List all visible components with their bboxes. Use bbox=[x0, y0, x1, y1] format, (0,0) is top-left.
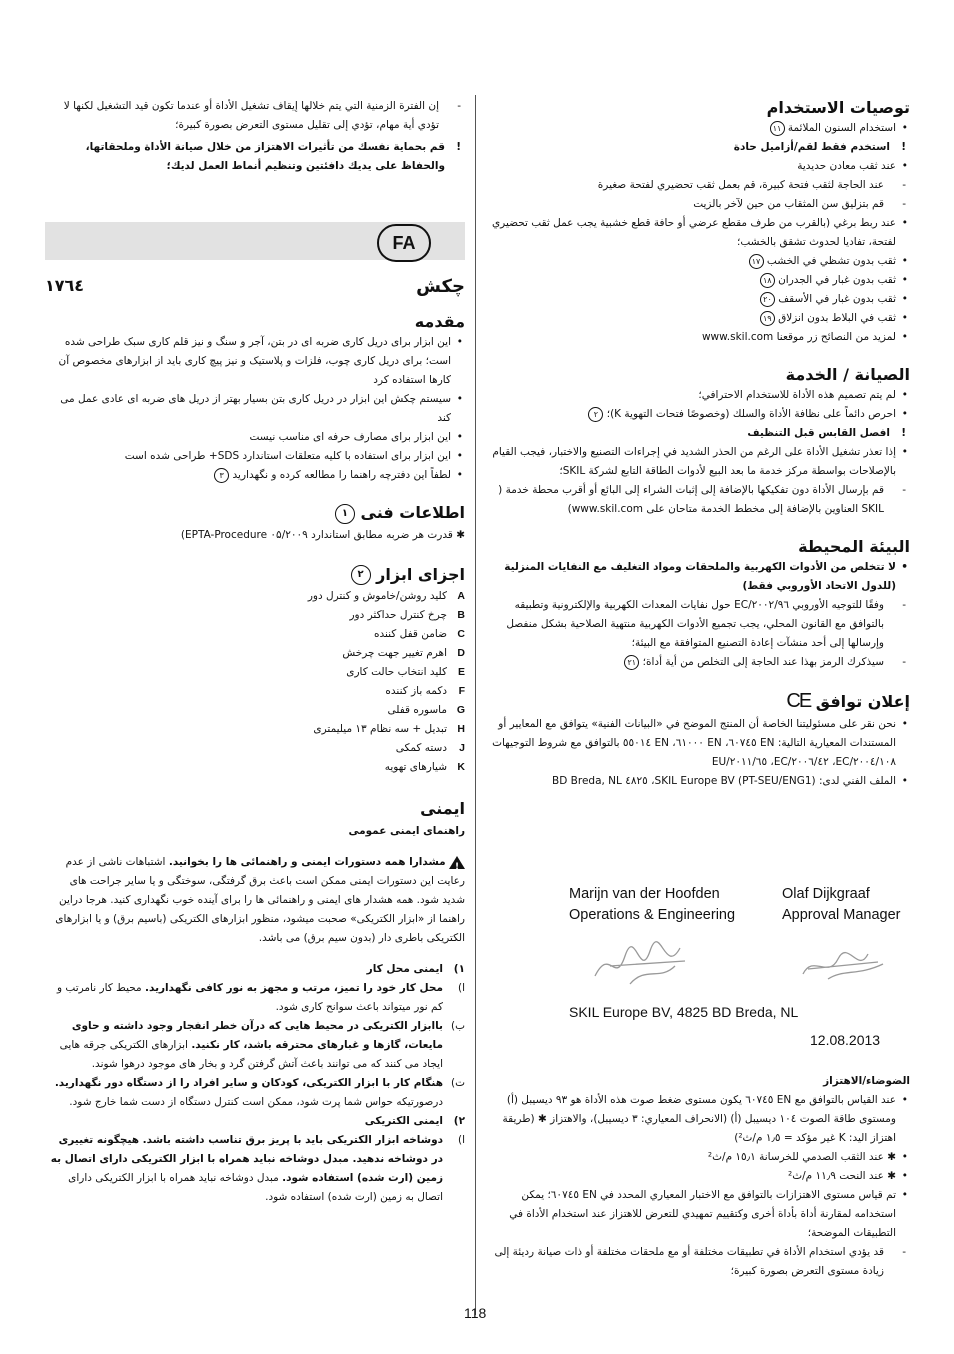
parts-list bbox=[45, 587, 465, 777]
part-item: H تبدیل + سه نظام ۱۳ میلیمتری bbox=[313, 723, 465, 735]
tech-heading: اطلاعات فنی ١ bbox=[45, 503, 465, 524]
usage-heading: توصيات الاستخدام bbox=[766, 98, 910, 117]
declaration-list bbox=[488, 715, 910, 791]
usage-list-3 bbox=[488, 214, 910, 347]
signatory-1: Marijn van der Hoofden Operations & Engineering bbox=[569, 886, 736, 923]
part-item: C ضامن قفل کننده bbox=[373, 628, 465, 640]
noise-heading: الضوضاء/الاهتزاز bbox=[823, 1075, 910, 1087]
product-title: چکش bbox=[416, 276, 465, 297]
part-item: D اهرم تغییر جهت چرخش bbox=[342, 647, 465, 659]
list-item: ا) محل کار خود را تمیز، مرتب و مجهز به نور کافی نگهدارید. محیط کار نامرتب و کم نور میتواند باعث سوانح کاری شود. bbox=[57, 982, 465, 1013]
list-item: • ثقب بدون غبار في الأسقف ٢٠ bbox=[488, 290, 910, 309]
left-column-top bbox=[45, 97, 465, 176]
usage-note: ! استخدم فقط لقم/أزاميل حادة bbox=[733, 141, 906, 153]
list-item: • الملف الفني لدى: SKIL Europe BV (PT-SEU/ENG1)، ٤٨٢٥ BD Breda, NL bbox=[488, 772, 910, 791]
usage-list-2 bbox=[488, 157, 910, 176]
list-item: • لمزيد من النصائح زر موقعنا www.skil.com bbox=[488, 328, 910, 347]
maintenance-heading: الصيانة / الخدمة bbox=[785, 365, 910, 384]
list-item: • احرص دائماً على نظافة الأداة والسلك (وخصوصًا فتحات التهوية K)؛ ٢ bbox=[488, 405, 910, 424]
work-area-heading: ۱) ایمنی محل کار bbox=[366, 963, 465, 975]
signature-1-image bbox=[590, 936, 690, 992]
list-item: • این ابزار برای دریل کاری ضربه ای در بتن، آجر و سنگ و نیز قلم کاری سبک طراحی شده است؛ برای دریل کاری چوب، فلزات و پلاستیک و نیز پیچ کاری باید از ابزارهای مخصوص آن کارها استفاده کرد bbox=[45, 333, 465, 390]
list-item: ت) هنگام کار با ابزار الکتریکی، کودکان و سایر افراد را از دستگاه دور نگهدارید. درصورتیکه حواس شما پرت شود، ممکن است کنترل دستگاه از دست شما خارج شود. bbox=[54, 1077, 465, 1108]
list-item: • ثقب بدون تشظي في الخشب ١٧ bbox=[488, 252, 910, 271]
list-item: • تم قياس مستوى الاهتزازات بالتوافق مع الاختبار المعياري المحدد في EN ٦٠٧٤٥؛ يمكن استخدامه لمقارنة أداة بأداة أخرى وكتقييم تمهيدي للتعرض للاهتزاز عند استخدام الأداة في التطبيقات الموضحة؛ bbox=[488, 1186, 910, 1243]
left-column bbox=[45, 312, 465, 1207]
column-divider bbox=[475, 95, 476, 1315]
part-item: F دکمه باز کننده bbox=[385, 685, 465, 697]
part-item: E کلید انتخاب حالت کاری bbox=[346, 666, 465, 678]
list-item: • لا تتخلص من الأدوات الكهربية والملحقات ومواد التغليف مع النفايات المنزلية (للدول الاتحاد الأوروبي فقط) bbox=[488, 558, 910, 596]
part-item: G ماسوره قفلی bbox=[387, 704, 465, 716]
figure-ref: ٣ bbox=[214, 468, 229, 483]
list-item: • ✱ عند النحت ١١٫٩ م/ث² bbox=[488, 1167, 910, 1186]
noise-dash-list bbox=[488, 1243, 910, 1281]
list-item: • لطفاً این دفترچه راهنما را مطالعه کرده و نگهدارید ٣ bbox=[45, 466, 465, 485]
figure-ref: ١٩ bbox=[760, 311, 775, 326]
language-badge: FA bbox=[377, 224, 431, 262]
list-item: • ثقب في البلاط بدون انزلاق ١٩ bbox=[488, 309, 910, 328]
part-item: B چرخ کنترل حداکثر دور bbox=[349, 609, 465, 621]
list-item: • ✱ عند الثقب الصدمي للخرسانة ١٥٫١ م/ث² bbox=[488, 1148, 910, 1167]
list-item: • عند ربط برغي (بالقرب من طرف مقطع عرضي أو حافة قطع خشبية يجب عمل ثقب تحضيري لفتحة، تفاديا لحدوث تشقق بالخشب؛ bbox=[488, 214, 910, 252]
declaration-date: 12.08.2013 bbox=[810, 1032, 881, 1048]
environment-heading: البيئة المحيطة bbox=[798, 537, 910, 556]
list-item: - قم بتزليق سن المثقاب من حين لآخر بالزيت bbox=[488, 195, 910, 214]
figure-ref: ٢ bbox=[351, 565, 371, 585]
usage-dash-list bbox=[488, 176, 910, 214]
ce-mark-icon: CE bbox=[786, 690, 811, 712]
part-item: J دسته کمکی bbox=[395, 742, 465, 754]
list-item: - وفقًا للتوجيه الأوروبي ٢٠٠٢/٩٦/EC حول نفايات المعدات الكهربية والإلكترونية وتطبيقه بالتوافق مع القانون المحلي، يجب تجميع الأدوات الكهربية منتهية الصلاحية بشكل منفصل وإرسالها إلى أحد منشآت إعادة التصنيع المتوافقة مع البيئة؛ bbox=[488, 596, 910, 653]
electrical-list bbox=[45, 1131, 465, 1207]
list-item: • لم يتم تصميم هذه الأداة للاستخدام الاحترافي؛ bbox=[488, 386, 910, 405]
product-title-row bbox=[45, 276, 465, 300]
noise-section bbox=[488, 1072, 910, 1281]
list-item: • ثقب بدون غبار في الجدران ١٨ bbox=[488, 271, 910, 290]
signature-2-image bbox=[798, 944, 888, 984]
parts-heading: اجزای ابزار ٢ bbox=[45, 565, 465, 586]
noise-list bbox=[488, 1091, 910, 1243]
environment-list bbox=[488, 558, 910, 596]
list-item: - سيذكرك الرمز بهذا عند الحاجة إلى التخلص من أية أداة؛ ٢١ bbox=[488, 653, 910, 672]
page-number: 118 bbox=[464, 1305, 487, 1321]
list-item: • این ابزار برای مصارف حرفه ای مناسب نیست bbox=[45, 428, 465, 447]
intro-heading: مقدمه bbox=[414, 312, 465, 331]
figure-ref: ٢٠ bbox=[760, 292, 775, 307]
list-item: • عند ثقب معادن حديدية bbox=[488, 157, 910, 176]
figure-ref: ١١ bbox=[770, 121, 785, 136]
figure-ref: ١٧ bbox=[749, 254, 764, 269]
top-dash-list bbox=[45, 97, 465, 135]
general-safety-heading: راهنمای ایمنی عمومی bbox=[348, 825, 465, 837]
list-item: • این ابزار برای استفاده با کلیه متعلقات استاندارد SDS+ طراحی شده است bbox=[45, 447, 465, 466]
list-item: - قد يؤدي استخدام الأداة في تطبيقات مختلفة أو مع ملحقات مختلفة أو ذات صيانة رديئة إلى زيادة مستوى التعرض بصورة كبيرة؛ bbox=[488, 1243, 910, 1281]
list-item: ا) دوشاخه ابزار الکتریکی باید با پریز برق تناسب داشته باشد. هیچگونه تغییری در دوشاخه ندهید. مبدل دوشاخه نباید همراه با ابزار الکتریکی دارای اتصال به زمین (ارت شده) استفاده شود. مبدل دوشاخه نباید همراه با ابزار الکتریکی دارای اتصال به زمین (ارت شده) استفاده شود. bbox=[50, 1134, 465, 1203]
warning-triangle-icon: ! bbox=[449, 856, 465, 869]
maintenance-list-2 bbox=[488, 443, 910, 481]
declaration-heading: إعلان توافق CE bbox=[786, 690, 910, 712]
part-item: K شیارهای تهویه bbox=[384, 761, 465, 773]
usage-list bbox=[488, 119, 910, 138]
maintenance-list bbox=[488, 386, 910, 424]
list-item: • إذا تعذر تشغيل الأداة على الرغم من الحذر الشديد في إجراءات التصنيع والاختبار، فيجب القيام بالإصلاحات بواسطة مركز خدمة ما بعد البيع لأدوات الطاقة التابع لشركة SKIL؛ bbox=[488, 443, 910, 481]
company-address: SKIL Europe BV, 4825 BD Breda, NL bbox=[569, 1004, 799, 1020]
figure-ref: ٢ bbox=[588, 407, 603, 422]
vibration-note: ! قم بحماية نفسك من تأثيرات الاهتزاز من خلال صيانة الأداة وملحقاتها، والحفاظ على يديك دافئتين وتنظيم أنماط العمل لديك؛ bbox=[85, 141, 461, 172]
model-number: ۱۷٦٤ bbox=[45, 276, 85, 295]
environment-dash-list bbox=[488, 596, 910, 672]
safety-heading: ایمنی bbox=[420, 799, 465, 818]
work-area-list bbox=[45, 979, 465, 1112]
list-item: - إن الفترة الزمنية التي يتم خلالها إيقاف تشغيل الأداة أو عندما تكون قيد التشغيل لكنها لا تؤدي أية مهام، تؤدي إلى تقليل مستوى التعرض بصورة كبيرة؛ bbox=[45, 97, 465, 135]
right-column bbox=[488, 98, 910, 791]
tech-note: ✱ قدرت هر ضربه مطابق استاندارد EPTA-Procedure ۰۵/۲۰۰۹) bbox=[180, 528, 465, 541]
intro-list bbox=[45, 333, 465, 485]
list-item: • نحن نقر على مسئوليتنا الخاصة أن المنتج الموضح في «البيانات الفنية» يتوافق مع المعايير أو المستندات المعيارية التالية: EN ٦٠٧٤٥، EN ٦١٠٠٠، EN ٥٥٠١٤ بالتوافق مع شروط التوجيهات ٢٠٠٤/١٠٨/EC، ٢٠٠٦/٤٢/EC، ٢٠١١/٦٥/EU bbox=[488, 715, 910, 772]
list-item: • عند القياس بالتوافق مع EN ٦٠٧٤٥ يكون مستوى ضغط صوت هذه الأداة هو ٩٣ ديسيبل (أ) ومستوى طاقة الصوت ١٠٤ ديسيبل (أ) (الانحراف المعياري: ٣ ديسيبل)، والاهتزاز ✱ (طريقة اهتزاز اليد: K غير مؤكد = ١٫٥ م/ث²) bbox=[488, 1091, 910, 1148]
list-item: • سیستم چکش این ابزار در دریل کاری بتن بسیار بهتر از دریل های ضربه ای عادی عمل می کند bbox=[45, 390, 465, 428]
part-item: A کلید روشن/خاموش و کنترل دور bbox=[307, 590, 465, 602]
figure-ref: ١٨ bbox=[760, 273, 775, 288]
maintenance-dash-list bbox=[488, 481, 910, 519]
list-item: - عند الحاجة لثقب فتحة كبيرة، قم بعمل ثقب تحضيري لفتحة صغيرة bbox=[488, 176, 910, 195]
figure-ref: ٢١ bbox=[624, 655, 639, 670]
list-item: - قم بإرسال الأداة دون تفكيكها بالإضافة إلى إثبات الشراء إلى البائع أو أقرب محطة خدمة ( SKIL العناوين بالإضافة إلى مخطط الخدمة متاحان على www.skil.com) bbox=[488, 481, 910, 519]
list-item: • استخدام السنون الملائمة ١١ bbox=[488, 119, 910, 138]
electrical-heading: ۲) ایمنی الکتریکی bbox=[364, 1115, 465, 1127]
maintenance-note: ! افصل القابس قبل التنظيف bbox=[747, 427, 906, 439]
signatory-2: Olaf Dijkgraaf Approval Manager bbox=[782, 886, 901, 923]
list-item: ب) باابزار الکتریکی در محیط هایی که درآن خطر انفجار وجود داشته و حاوی مایعات، گازها و غبارهای محترقه باشد، کار نکنید. ابزارهای الکتریکی جرقه هایی ایجاد می کنند که می توانند باعث آتش گرفتن گرد و بخار های موجود درهوا شوند. bbox=[59, 1020, 465, 1070]
warning-paragraph: ! مشدارا همه دستورات ایمنی و راهنمائی ها را بخوانید. اشتباهات ناشی از عدم رعایت این دستورات ایمنی ممکن است باعث برق گرفتگی، سوختگی و یا سایر جراحت های شدید شود. همه هشدار های ایمنی و راهنمائی ها را برای آینده خوب نگهداری کنید. هرجا دراین راهنما از «ابزار الکتریکی» صحبت میشود، منظور ابزارهای الکتریکی (باسیم برق) و یا ابزارهای الکتریکی باطری دار (بدون سیم برق) می باشد. bbox=[55, 856, 465, 944]
figure-ref: ١ bbox=[335, 504, 355, 524]
